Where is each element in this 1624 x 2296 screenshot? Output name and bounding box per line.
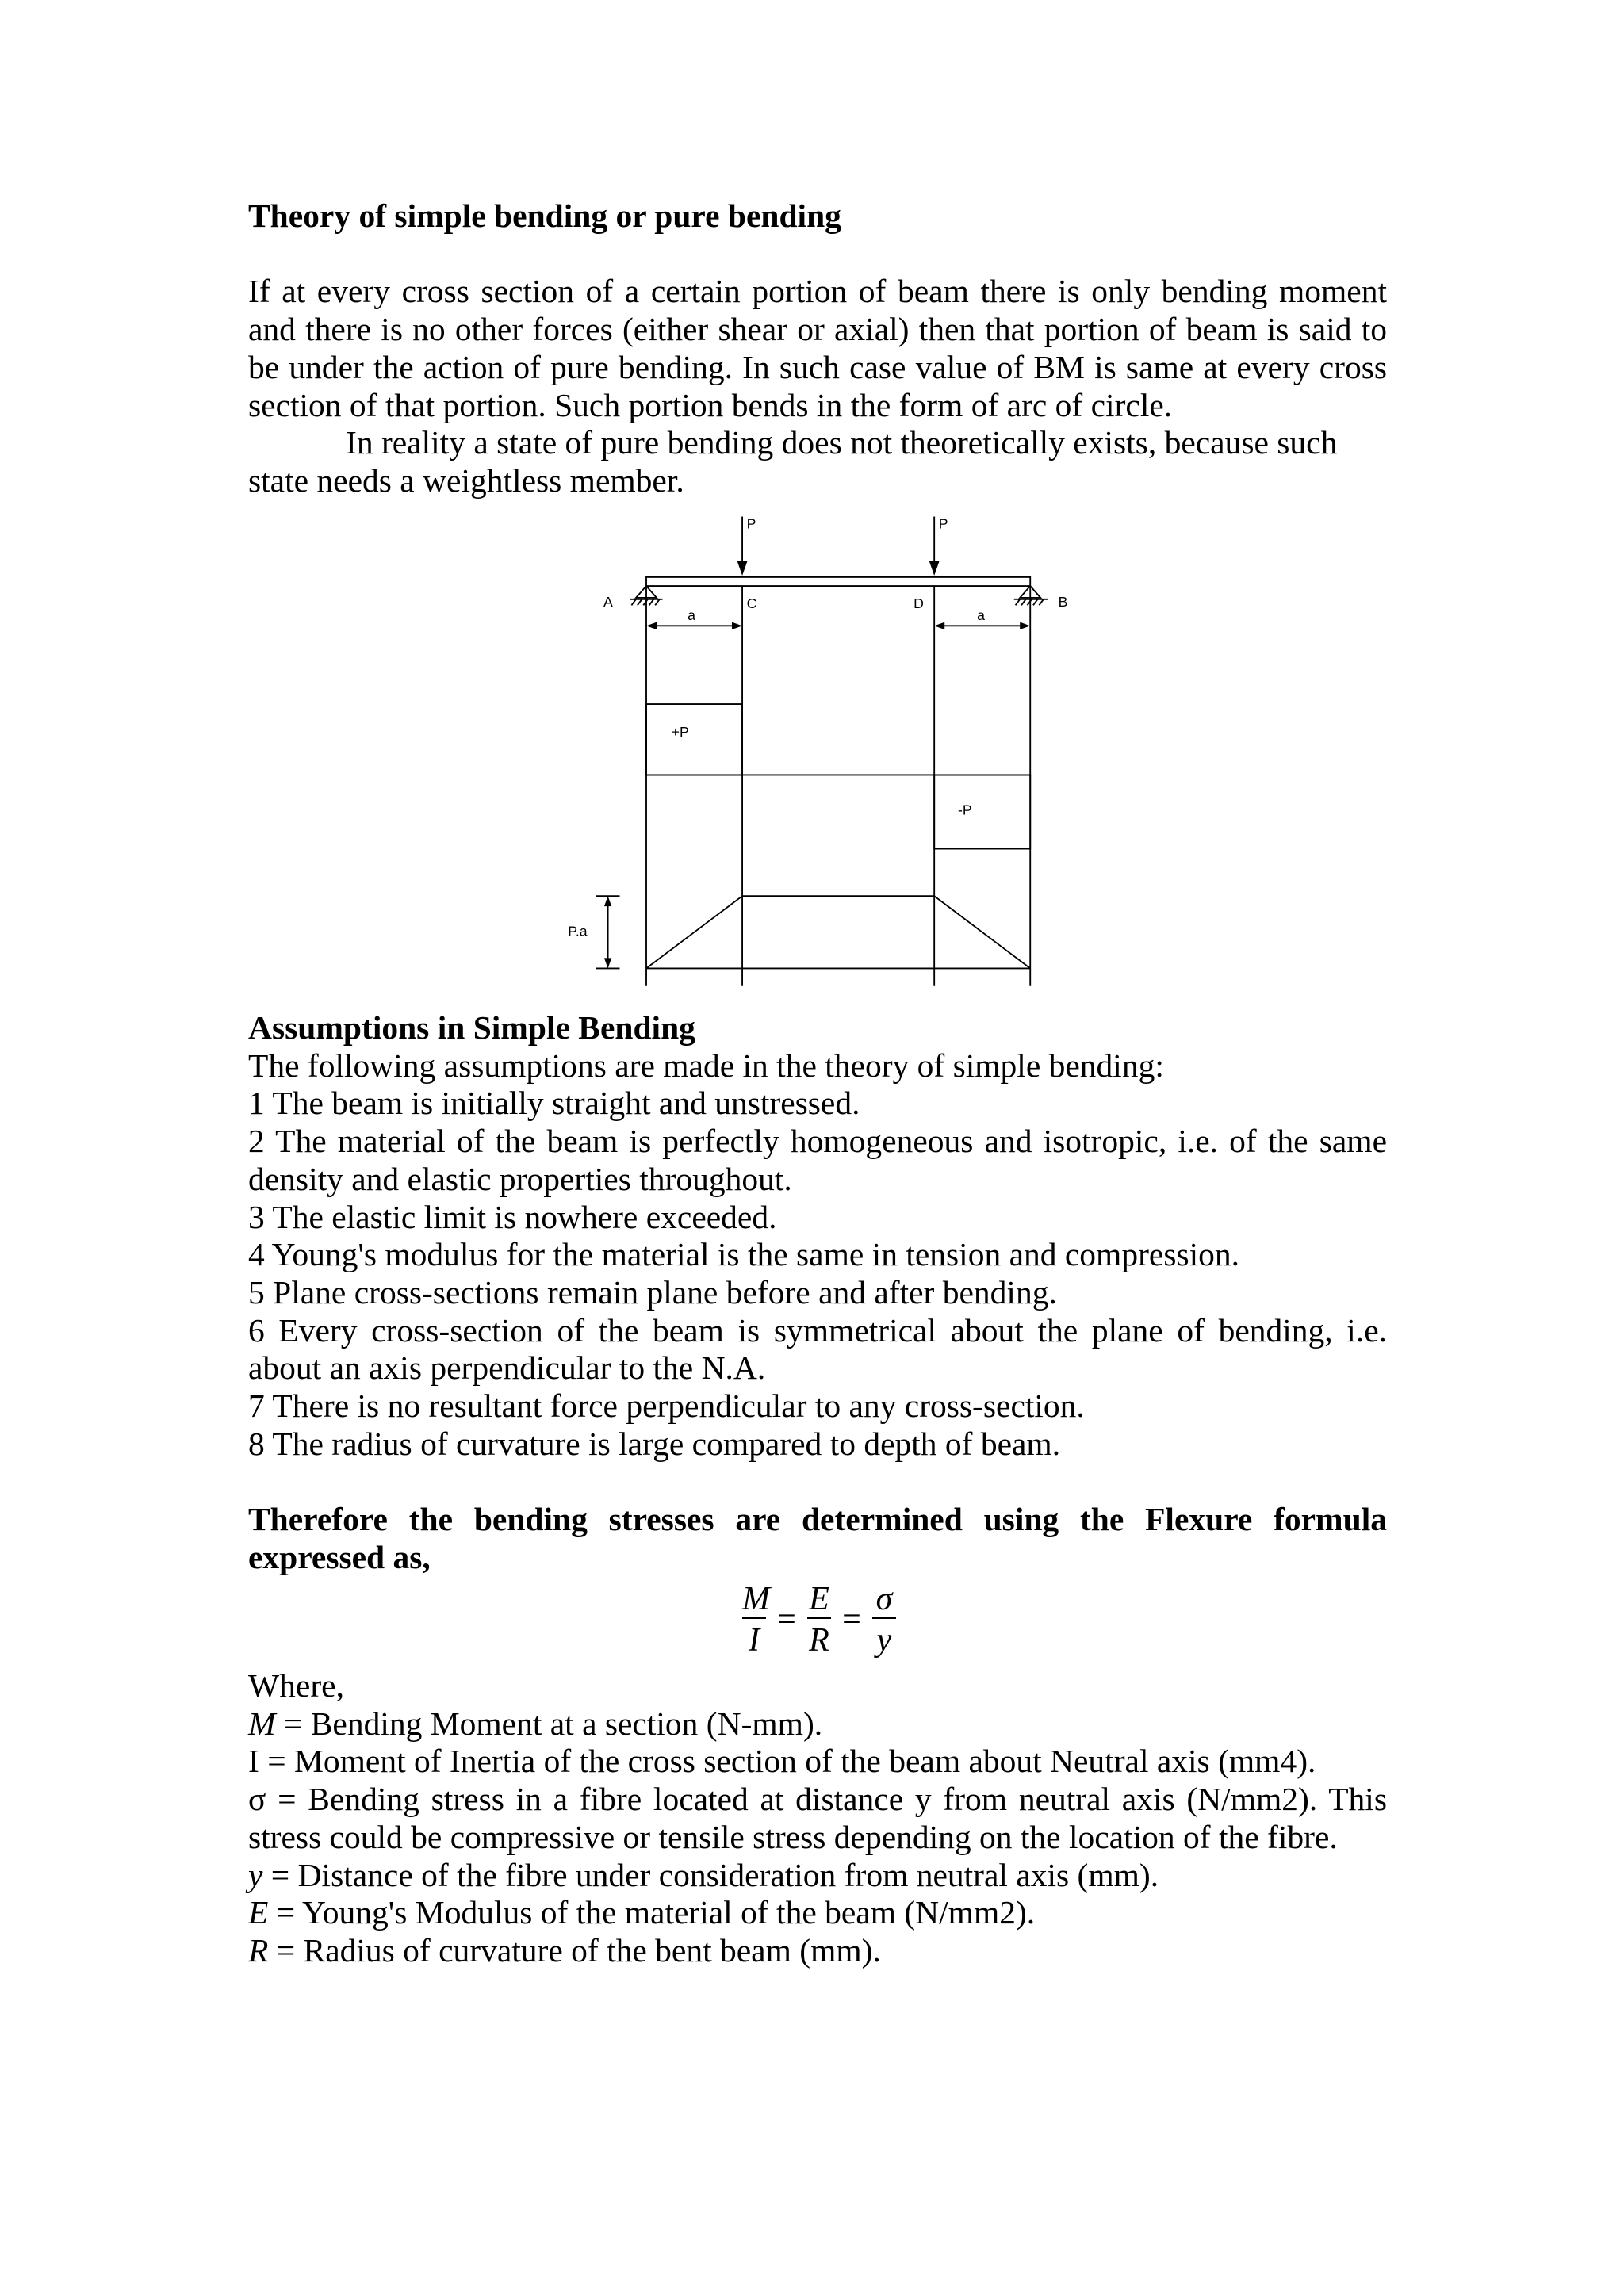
- fraction-modulus-over-radius: [802, 1581, 837, 1659]
- definition-item: [248, 1932, 1387, 1970]
- definition-symbol: E: [248, 1894, 269, 1931]
- moment-arrowhead-bottom: [604, 958, 611, 968]
- hatch-line: [655, 599, 660, 605]
- definition-text: = Bending Moment at a section (N-mm).: [283, 1705, 823, 1742]
- hatch-line: [638, 599, 642, 605]
- beam-loading-figure: [561, 509, 1129, 997]
- flexure-formula: [737, 1581, 902, 1659]
- moment-trapezoid: [646, 896, 1030, 968]
- definition-item: [248, 1781, 1387, 1856]
- fraction-denominator: R: [809, 1622, 829, 1659]
- assumption-item: 5 Plane cross-sections remain plane before and after bending.: [248, 1273, 1057, 1311]
- moment-arrowhead-top: [604, 896, 611, 906]
- hatch-line: [649, 599, 654, 605]
- fraction-denominator: I: [749, 1622, 760, 1659]
- assumption-item: 1 The beam is initially straight and unstressed.: [248, 1085, 860, 1122]
- shear-label-positive: +P: [671, 724, 689, 740]
- definition-text: = Young's Modulus of the material of the beam (N/mm2).: [276, 1894, 1036, 1931]
- fraction-moment-over-inertia: [737, 1581, 772, 1659]
- flexure-lead: Therefore the bending stresses are determined using the Flexure formula expressed as,: [248, 1501, 1387, 1575]
- assumption-item: 2 The material of the beam is perfectly homogeneous and isotropic, i.e. of the same density and elastic properties throughout.: [248, 1123, 1387, 1197]
- equals-sign: =: [842, 1601, 861, 1638]
- assumption-item: 4 Young's modulus for the material is the same in tension and compression.: [248, 1236, 1240, 1273]
- where-label: Where,: [248, 1667, 344, 1704]
- intro-section: [248, 197, 1387, 500]
- fraction-numerator: σ: [872, 1581, 896, 1619]
- shear-block-positive: [646, 704, 742, 775]
- definition-text: = Radius of curvature of the bent beam (mm).: [276, 1931, 881, 1969]
- load-label-left: P: [746, 515, 756, 532]
- support-label-b: B: [1058, 594, 1068, 610]
- definition-text: = Distance of the fibre under consideration from neutral axis (mm).: [270, 1856, 1159, 1893]
- beam: [646, 577, 1030, 586]
- definition-item: [248, 1743, 1387, 1781]
- dimension-arrowhead: [934, 622, 944, 629]
- definition-text: = Bending stress in a fibre located at distance y from neutral axis (N/mm2). This stress could be compressive or tensile stress depending on the location of the fibre.: [248, 1781, 1387, 1855]
- load-arrowhead-right: [929, 561, 940, 576]
- assumption-item: 7 There is no resultant force perpendicular to any cross-section.: [248, 1387, 1085, 1425]
- span-label-right: a: [977, 607, 986, 623]
- point-label-c: C: [746, 595, 757, 611]
- dimension-arrowhead: [646, 622, 657, 629]
- intro-paragraph: In reality a state of pure bending does not theoretically exists, because such state needs a weightless member.: [248, 424, 1338, 499]
- point-label-d: D: [914, 595, 924, 611]
- fraction-stress-over-distance: [867, 1581, 902, 1659]
- hatch-line: [1039, 599, 1044, 605]
- moment-label-max: P.a: [568, 923, 588, 939]
- definition-symbol: I: [248, 1743, 259, 1780]
- dimension-arrowhead: [1020, 622, 1030, 629]
- hatch-line: [1033, 599, 1038, 605]
- dimension-arrowhead: [732, 622, 742, 629]
- shear-label-negative: -P: [957, 802, 972, 818]
- definition-symbol: M: [248, 1705, 276, 1742]
- fraction-numerator: E: [807, 1581, 831, 1619]
- hatch-line: [631, 599, 636, 605]
- assumption-item: 8 The radius of curvature is large compared to depth of beam.: [248, 1425, 1061, 1462]
- page-title: Theory of simple bending or pure bending: [248, 197, 841, 234]
- assumption-item: 6 Every cross-section of the beam is symmetrical about the plane of bending, i.e. about an axis perpendicular to the N.A.: [248, 1311, 1387, 1387]
- definition-item: [248, 1857, 1387, 1895]
- span-label-left: a: [688, 607, 696, 623]
- definition-item: [248, 1705, 1387, 1743]
- assumption-item: 3 The elastic limit is nowhere exceeded.: [248, 1198, 777, 1235]
- intro-paragraph: If at every cross section of a certain portion of beam there is only bending moment and there is no other forces (either shear or axial) then that portion of beam is said to be under the action of pure bending. In such case value of BM is same at every cross section of that portion. Such portion bends in the form of arc of circle.: [248, 273, 1387, 423]
- definition-item: [248, 1894, 1387, 1932]
- definition-symbol: σ: [248, 1781, 266, 1818]
- assumptions-heading: Assumptions in Simple Bending: [248, 1009, 695, 1046]
- shear-block-negative: [934, 775, 1030, 848]
- load-arrowhead-left: [737, 561, 748, 576]
- equals-sign: =: [777, 1601, 796, 1638]
- load-label-right: P: [938, 515, 948, 532]
- definition-text: = Moment of Inertia of the cross section of the beam about Neutral axis (mm4).: [267, 1743, 1316, 1780]
- assumptions-section: [248, 1009, 1387, 1577]
- assumptions-intro: The following assumptions are made in the theory of simple bending:: [248, 1047, 1164, 1084]
- fraction-numerator: M: [742, 1581, 770, 1617]
- hatch-line: [1016, 599, 1021, 605]
- hatch-line: [1021, 599, 1026, 605]
- definition-symbol: R: [248, 1931, 269, 1969]
- definition-symbol: y: [248, 1856, 263, 1893]
- support-label-a: A: [603, 594, 613, 610]
- fraction-denominator: y: [876, 1622, 892, 1659]
- definitions-section: [248, 1667, 1387, 1970]
